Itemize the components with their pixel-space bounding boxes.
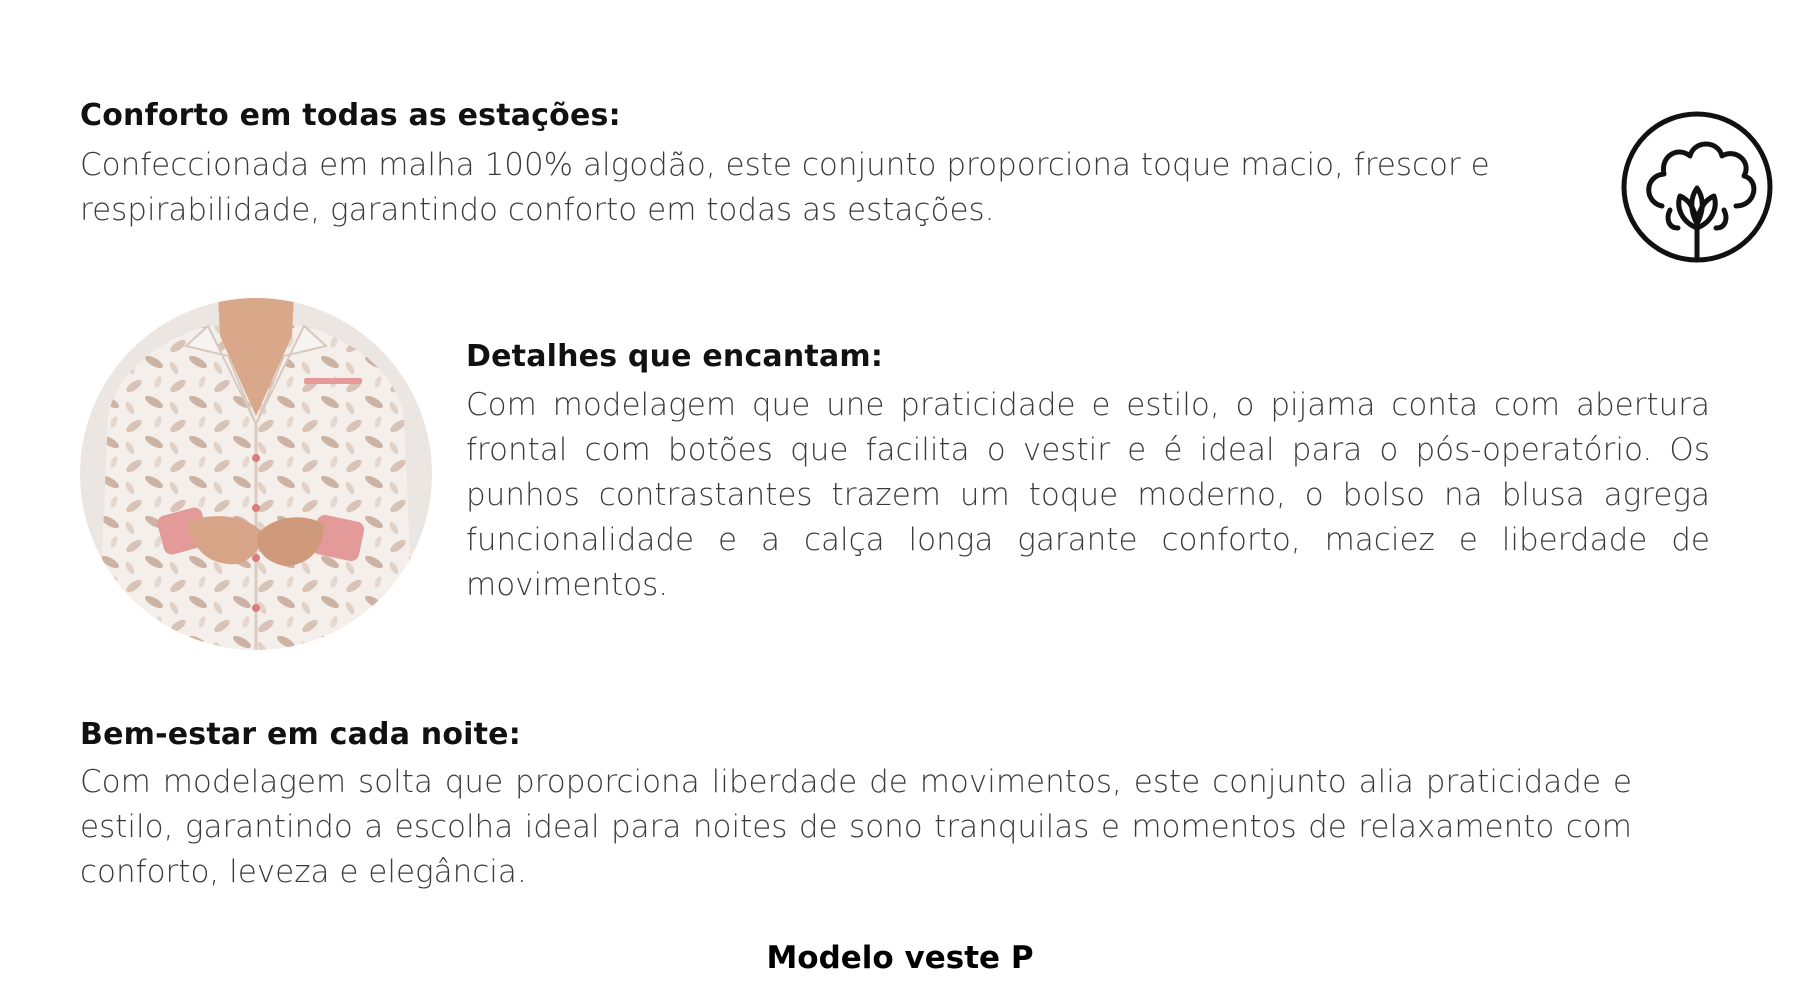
cotton-flower-icon [1620,110,1774,264]
section-heading-wellbeing: Bem-estar em cada noite: [80,717,521,752]
section-heading-details: Detalhes que encantam: [466,339,884,374]
model-pajama-photo [78,296,434,652]
section-text-details: Com modelagem que une praticidade e estilo, o pijama conta com abertura frontal com botões que facilita o vestir e é ideal para o pós-operatório. Os punhos contrastantes trazem um toque moderno, o bolso na blusa agrega funcionalidade e a calça longa garante conforto, maciez e liberdade de movimentos. [466,387,1710,603]
section-text-comfort: Confeccionada em malha 100% algodão, este conjunto proporciona toque macio, frescor e respirabilidade, garantindo conforto em todas as estações. [80,147,1490,228]
section-text-wellbeing: Com modelagem solta que proporciona liberdade de movimentos, este conjunto alia praticidade e estilo, garantindo a escolha ideal para noites de sono tranquilas e momentos de relaxamento com conforto, leveza e elegância. [80,764,1632,890]
section-heading-comfort: Conforto em todas as estações: [80,98,621,133]
model-size-note: Modelo veste P [766,940,1034,976]
